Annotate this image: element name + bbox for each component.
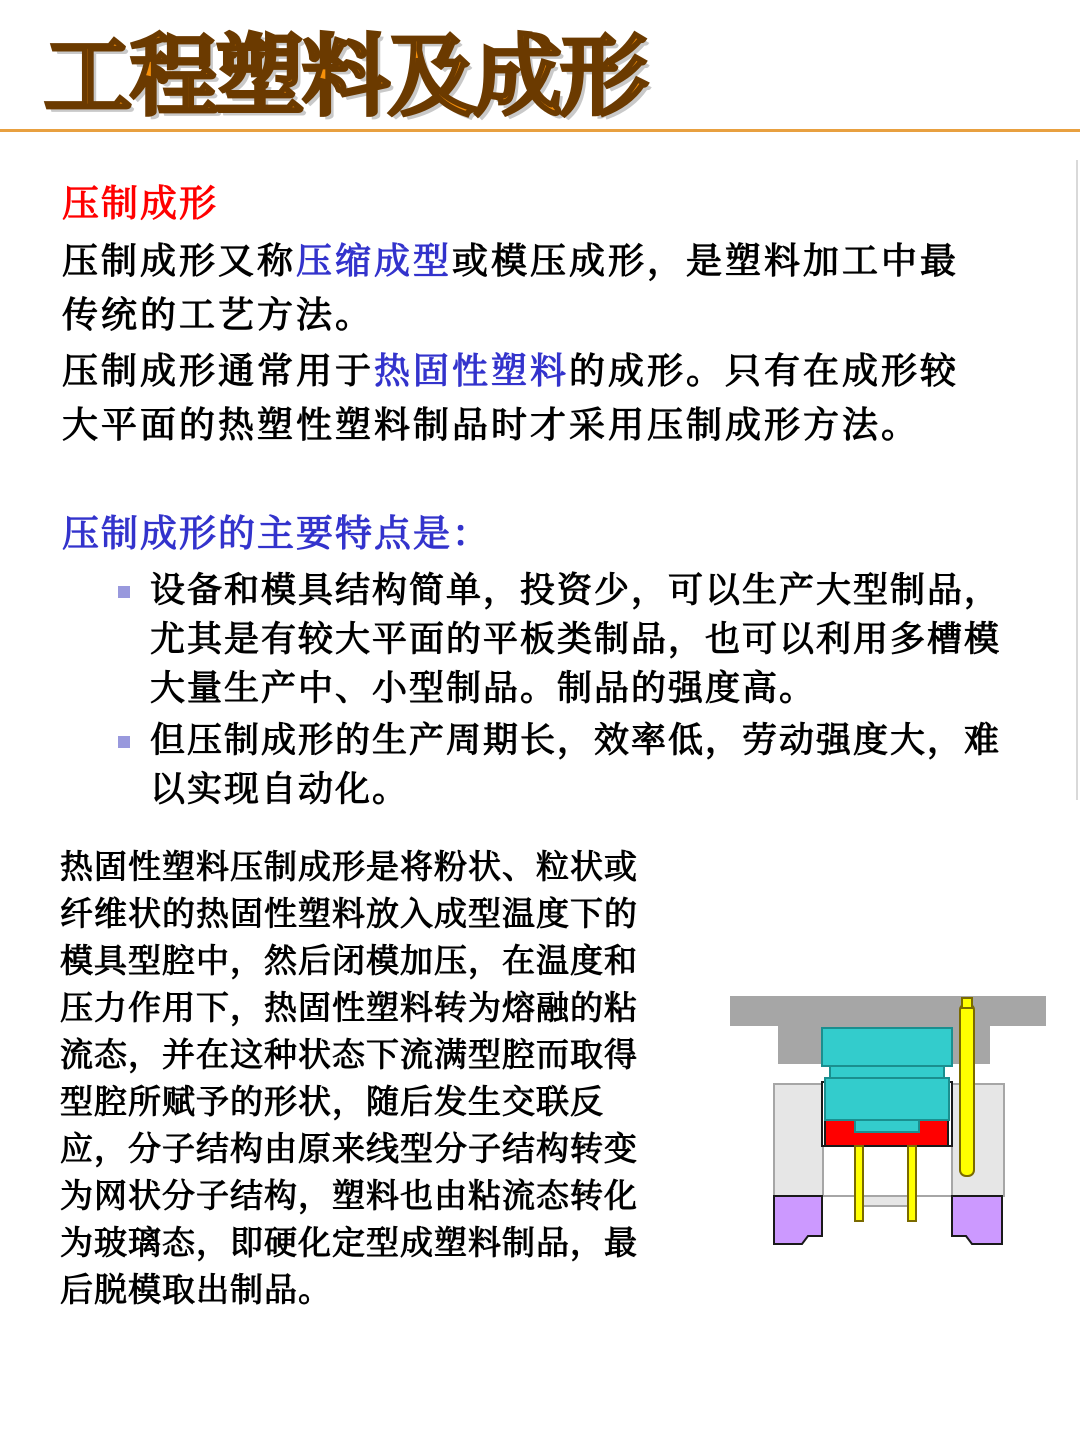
punch-top (822, 1028, 952, 1066)
feature-text: 但压制成形的生产周期长，效率低，劳动强度大，难以实现自动化。 (150, 720, 1002, 810)
intro-paragraph (62, 234, 997, 342)
guide-pin-cap (962, 998, 972, 1008)
usage-highlight: 热固性塑料 (374, 350, 570, 392)
right-edge-rule (1076, 160, 1078, 800)
feature-item (150, 566, 1022, 713)
title-divider (0, 129, 1080, 132)
feature-item (150, 716, 1022, 814)
intro-highlight: 压缩成型 (296, 240, 453, 282)
left-base (774, 1196, 822, 1244)
features-heading: 压制成形的主要特点是： (62, 511, 491, 555)
intro-text-before: 压制成形又称 (62, 240, 297, 282)
guide-pin (960, 1004, 974, 1176)
bullet-square-icon (118, 586, 130, 598)
part-inner (855, 1120, 919, 1132)
intro-text-after: 或模压成形，是塑料加工中最传统的工艺方法。 (62, 240, 960, 336)
bullet-square-icon (118, 736, 130, 748)
usage-text-after: 的成形。只有在成形较大平面的热塑性塑料制品时才采用压制成形方法。 (62, 350, 960, 446)
punch-neck (830, 1066, 944, 1078)
compression-mold-diagram (730, 996, 1048, 1256)
slide-title: 工程塑料及成形 (44, 25, 647, 128)
ejector-pin-right (908, 1146, 916, 1221)
usage-text-before: 压制成形通常用于 (62, 350, 375, 392)
section-heading: 压制成形 (62, 181, 218, 225)
ejector-pin-left (855, 1146, 863, 1221)
process-description: 热固性塑料压制成形是将粉状、粒状或纤维状的热固性塑料放入成型温度下的模具型腔中，然后闭模加压，在温度和压力作用下，热固性塑料转为熔融的粘流态，并在这种状态下流满型腔而取得型腔所赋予的形状，随后发生交联反应，分子结构由原来线型分子结构转变为网状分子结构，塑料也由粘流态转化为玻璃态，即硬化定型成塑料制品，最后脱模取出制品。 (60, 847, 638, 1309)
usage-paragraph (62, 344, 997, 452)
feature-text: 设备和模具结构简单，投资少，可以生产大型制品，尤其是有较大平面的平板类制品，也可以利用多槽模大量生产中、小型制品。制品的强度高。 (150, 570, 1002, 709)
punch-head (825, 1078, 949, 1120)
right-base (952, 1196, 1002, 1244)
